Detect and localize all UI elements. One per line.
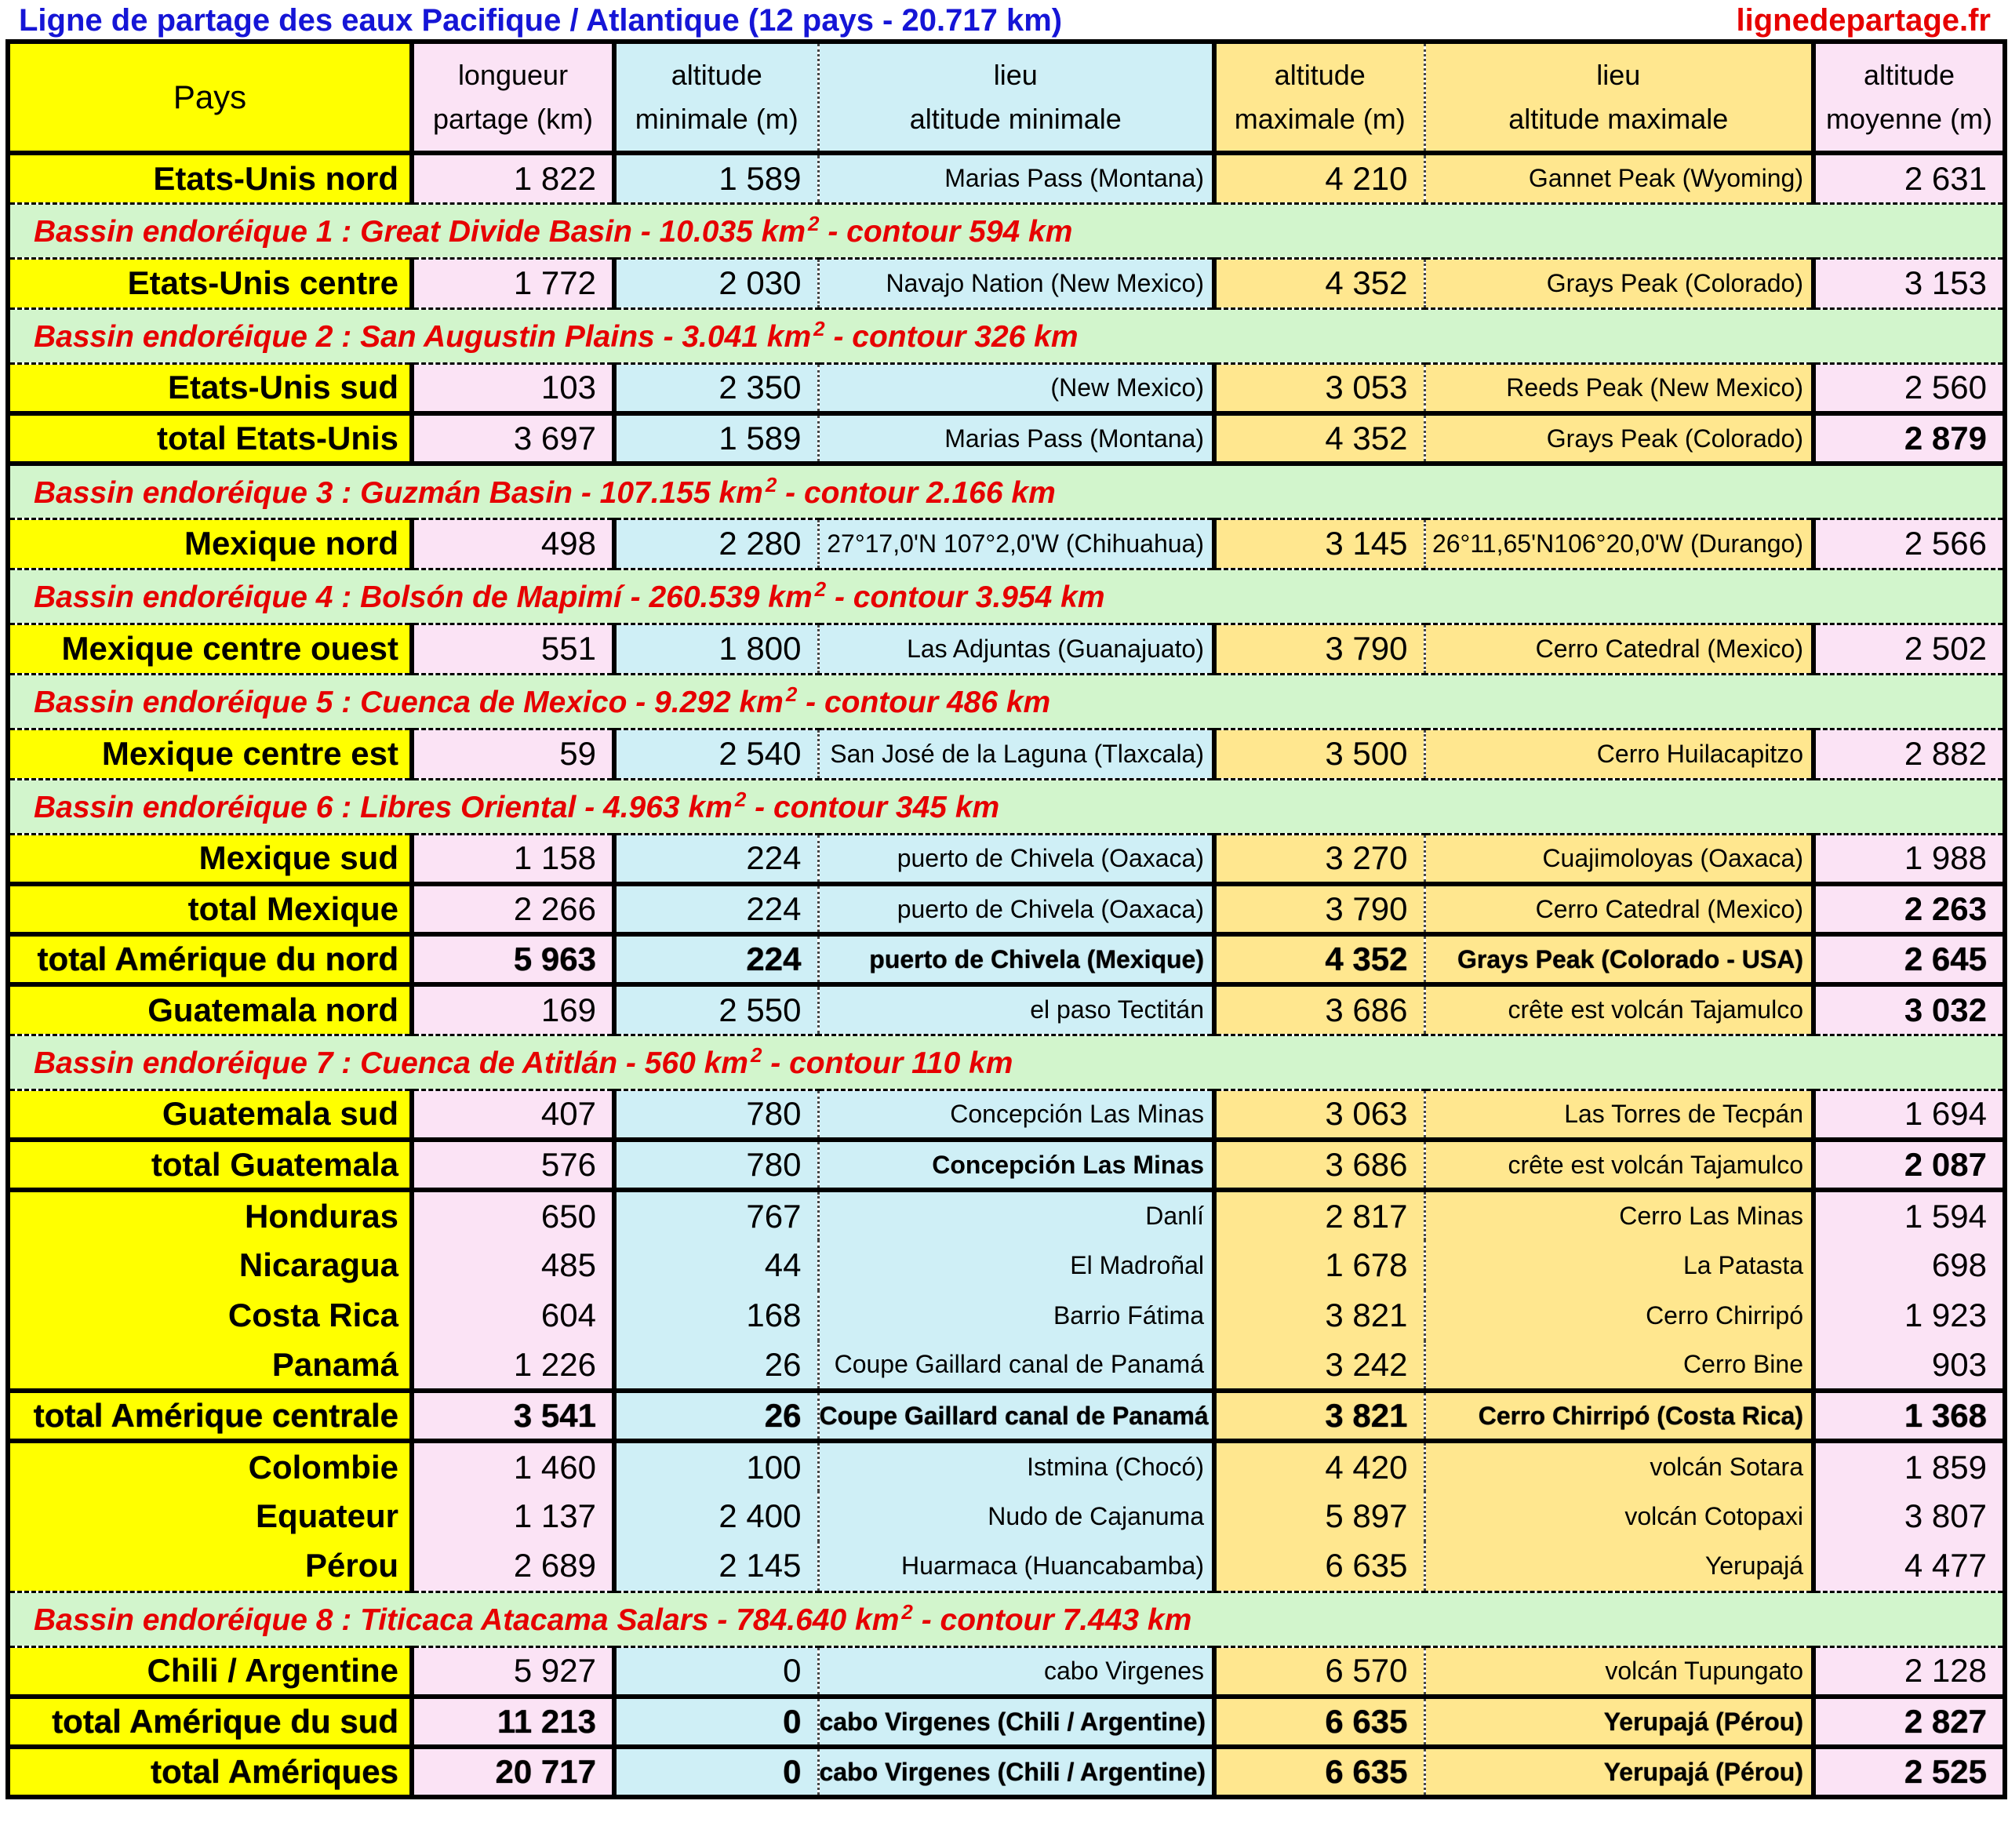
length-km: 1 226 [412, 1341, 614, 1391]
lieu-altitude-max: crête est volcán Tajamulco [1424, 984, 1813, 1035]
lieu-altitude-min: puerto de Chivela (Oaxaca) [818, 884, 1214, 934]
basin-label: Bassin endoréique 5 : Cuenca de Mexico - 9.292 km $^2$ - contour 486 km [8, 674, 2005, 729]
table-row [8, 984, 2005, 1035]
country-name: Nicaragua [8, 1240, 412, 1290]
lieu-altitude-min: Concepción Las Minas [818, 1090, 1214, 1140]
length-km: 59 [412, 729, 614, 779]
altitude-max: 4 352 [1214, 413, 1424, 464]
lieu-altitude-max: Cerro Bine [1424, 1341, 1813, 1391]
basin-row [8, 464, 2005, 518]
lieu-altitude-max: Cerro Chirripó (Costa Rica) [1424, 1391, 1813, 1441]
country-name: total Amérique du sud [8, 1697, 412, 1747]
lieu-altitude-max: Gannet Peak (Wyoming) [1424, 153, 1813, 203]
country-name: Colombie [8, 1441, 412, 1491]
lieu-altitude-max: Cerro Chirripó [1424, 1290, 1813, 1341]
altitude-max: 2 817 [1214, 1190, 1424, 1240]
table-row [8, 1391, 2005, 1441]
lieu-altitude-max: Grays Peak (Colorado) [1424, 413, 1813, 464]
altitude-max: 3 145 [1214, 518, 1424, 569]
altitude-max: 3 686 [1214, 984, 1424, 1035]
altitude-min: 767 [614, 1190, 818, 1240]
lieu-altitude-min: Coupe Gaillard canal de Panamá [818, 1341, 1214, 1391]
basin-label: Bassin endoréique 1 : Great Divide Basin - 10.035 km $^2$ - contour 594 km [8, 203, 2005, 258]
altitude-moyenne: 1 694 [1813, 1090, 2005, 1140]
altitude-max: 3 686 [1214, 1140, 1424, 1190]
lieu-altitude-min: Las Adjuntas (Guanajuato) [818, 624, 1214, 674]
altitude-max: 4 420 [1214, 1441, 1424, 1491]
table-row [8, 413, 2005, 464]
length-km: 650 [412, 1190, 614, 1240]
country-name: Chili / Argentine [8, 1646, 412, 1697]
length-km: 1 460 [412, 1441, 614, 1491]
lieu-altitude-max: Las Torres de Tecpán [1424, 1090, 1813, 1140]
altitude-moyenne: 2 560 [1813, 363, 2005, 413]
table-row [8, 1541, 2005, 1592]
table-row [8, 153, 2005, 203]
altitude-min: 168 [614, 1290, 818, 1341]
altitude-max: 3 790 [1214, 884, 1424, 934]
length-km: 1 158 [412, 834, 614, 884]
altitude-moyenne: 2 882 [1813, 729, 2005, 779]
col-header-altitude-maximale: altitude maximale (m) [1214, 42, 1424, 153]
length-km: 407 [412, 1090, 614, 1140]
table-row [8, 1747, 2005, 1797]
altitude-max: 3 821 [1214, 1290, 1424, 1341]
table-row [8, 624, 2005, 674]
altitude-max: 4 352 [1214, 258, 1424, 308]
altitude-min: 2 540 [614, 729, 818, 779]
length-km: 5 927 [412, 1646, 614, 1697]
altitude-moyenne: 2 502 [1813, 624, 2005, 674]
site-link[interactable]: lignedepartage.fr [1736, 2, 1991, 38]
altitude-min: 2 145 [614, 1541, 818, 1592]
country-name: Etats-Unis nord [8, 153, 412, 203]
table-row [8, 363, 2005, 413]
altitude-max: 4 210 [1214, 153, 1424, 203]
lieu-altitude-max: Cerro Las Minas [1424, 1190, 1813, 1240]
lieu-altitude-min: puerto de Chivela (Oaxaca) [818, 834, 1214, 884]
altitude-moyenne: 698 [1813, 1240, 2005, 1290]
table-row [8, 1290, 2005, 1341]
lieu-altitude-max: Grays Peak (Colorado - USA) [1424, 934, 1813, 984]
country-name: Etats-Unis centre [8, 258, 412, 308]
country-name: total Etats-Unis [8, 413, 412, 464]
country-name: Panamá [8, 1341, 412, 1391]
lieu-altitude-max: volcán Sotara [1424, 1441, 1813, 1491]
length-km: 1 137 [412, 1491, 614, 1541]
length-km: 576 [412, 1140, 614, 1190]
country-name: total Amérique centrale [8, 1391, 412, 1441]
altitude-min: 26 [614, 1341, 818, 1391]
altitude-max: 6 635 [1214, 1541, 1424, 1592]
basin-row [8, 1592, 2005, 1646]
altitude-moyenne: 2 525 [1813, 1747, 2005, 1797]
table-row [8, 1697, 2005, 1747]
col-header-lieu-altitude-minimale: lieu altitude minimale [818, 42, 1214, 153]
table-row [8, 834, 2005, 884]
basin-label: Bassin endoréique 8 : Titicaca Atacama Salars - 784.640 km $^2$ - contour 7.443 km [8, 1592, 2005, 1646]
altitude-min: 1 800 [614, 624, 818, 674]
altitude-min: 2 030 [614, 258, 818, 308]
altitude-max: 3 242 [1214, 1341, 1424, 1391]
lieu-altitude-min: (New Mexico) [818, 363, 1214, 413]
length-km: 11 213 [412, 1697, 614, 1747]
altitude-max: 1 678 [1214, 1240, 1424, 1290]
length-km: 20 717 [412, 1747, 614, 1797]
col-header-longueur: longueur partage (km) [412, 42, 614, 153]
table-row [8, 1646, 2005, 1697]
table-row [8, 1491, 2005, 1541]
length-km: 498 [412, 518, 614, 569]
length-km: 1 772 [412, 258, 614, 308]
altitude-min: 780 [614, 1090, 818, 1140]
altitude-moyenne: 1 988 [1813, 834, 2005, 884]
lieu-altitude-max: volcán Cotopaxi [1424, 1491, 1813, 1541]
altitude-min: 224 [614, 934, 818, 984]
table-row [8, 1341, 2005, 1391]
basin-row [8, 308, 2005, 363]
length-km: 103 [412, 363, 614, 413]
country-name: total Amériques [8, 1747, 412, 1797]
basin-label: Bassin endoréique 2 : San Augustin Plains - 3.041 km $^2$ - contour 326 km [8, 308, 2005, 363]
altitude-max: 5 897 [1214, 1491, 1424, 1541]
country-name: Mexique sud [8, 834, 412, 884]
col-header-altitude-minimale: altitude minimale (m) [614, 42, 818, 153]
table-row [8, 1140, 2005, 1190]
basin-row [8, 569, 2005, 624]
altitude-moyenne: 2 631 [1813, 153, 2005, 203]
altitude-moyenne: 2 263 [1813, 884, 2005, 934]
table-row [8, 934, 2005, 984]
altitude-moyenne: 2 827 [1813, 1697, 2005, 1747]
altitude-max: 3 500 [1214, 729, 1424, 779]
altitude-min: 2 350 [614, 363, 818, 413]
page-title: Ligne de partage des eaux Pacifique / Atlantique (12 pays - 20.717 km) [19, 2, 1063, 38]
length-km: 3 697 [412, 413, 614, 464]
altitude-max: 3 053 [1214, 363, 1424, 413]
lieu-altitude-max: Cuajimoloyas (Oaxaca) [1424, 834, 1813, 884]
basin-label: Bassin endoréique 3 : Guzmán Basin - 107.155 km $^2$ - contour 2.166 km [8, 464, 2005, 518]
altitude-min: 26 [614, 1391, 818, 1441]
lieu-altitude-min: 27°17,0'N 107°2,0'W (Chihuahua) [818, 518, 1214, 569]
lieu-altitude-min: cabo Virgenes (Chili / Argentine) [818, 1697, 1214, 1747]
lieu-altitude-max: Cerro Catedral (Mexico) [1424, 624, 1813, 674]
altitude-max: 4 352 [1214, 934, 1424, 984]
altitude-moyenne: 2 879 [1813, 413, 2005, 464]
length-km: 5 963 [412, 934, 614, 984]
altitude-min: 44 [614, 1240, 818, 1290]
country-name: Mexique centre est [8, 729, 412, 779]
altitude-moyenne: 2 087 [1813, 1140, 2005, 1190]
country-name: total Mexique [8, 884, 412, 934]
lieu-altitude-max: Yerupajá [1424, 1541, 1813, 1592]
title-bar [0, 0, 2002, 39]
lieu-altitude-min: cabo Virgenes (Chili / Argentine) [818, 1747, 1214, 1797]
lieu-altitude-min: San José de la Laguna (Tlaxcala) [818, 729, 1214, 779]
altitude-moyenne: 2 128 [1813, 1646, 2005, 1697]
basin-row [8, 203, 2005, 258]
altitude-max: 3 821 [1214, 1391, 1424, 1441]
lieu-altitude-min: cabo Virgenes [818, 1646, 1214, 1697]
lieu-altitude-min: Marias Pass (Montana) [818, 153, 1214, 203]
table-row [8, 884, 2005, 934]
country-name: Mexique nord [8, 518, 412, 569]
table-row [8, 1441, 2005, 1491]
altitude-min: 1 589 [614, 153, 818, 203]
basin-row [8, 1035, 2005, 1090]
lieu-altitude-min: Concepción Las Minas [818, 1140, 1214, 1190]
table-row [8, 1240, 2005, 1290]
col-header-altitude-moyenne: altitude moyenne (m) [1813, 42, 2005, 153]
lieu-altitude-max: Yerupajá (Pérou) [1424, 1697, 1813, 1747]
country-name: Equateur [8, 1491, 412, 1541]
altitude-max: 6 635 [1214, 1697, 1424, 1747]
altitude-min: 2 400 [614, 1491, 818, 1541]
altitude-min: 224 [614, 834, 818, 884]
table-row [8, 518, 2005, 569]
table-row [8, 1190, 2005, 1240]
length-km: 3 541 [412, 1391, 614, 1441]
altitude-max: 3 270 [1214, 834, 1424, 884]
length-km: 551 [412, 624, 614, 674]
country-name: Guatemala sud [8, 1090, 412, 1140]
length-km: 604 [412, 1290, 614, 1341]
lieu-altitude-min: puerto de Chivela (Mexique) [818, 934, 1214, 984]
altitude-min: 2 550 [614, 984, 818, 1035]
altitude-moyenne: 1 594 [1813, 1190, 2005, 1240]
lieu-altitude-min: Huarmaca (Huancabamba) [818, 1541, 1214, 1592]
lieu-altitude-max: Yerupajá (Pérou) [1424, 1747, 1813, 1797]
country-name: Guatemala nord [8, 984, 412, 1035]
altitude-max: 6 635 [1214, 1747, 1424, 1797]
basin-row [8, 779, 2005, 834]
lieu-altitude-max: Cerro Catedral (Mexico) [1424, 884, 1813, 934]
lieu-altitude-min: el paso Tectitán [818, 984, 1214, 1035]
altitude-moyenne: 903 [1813, 1341, 2005, 1391]
altitude-moyenne: 3 032 [1813, 984, 2005, 1035]
lieu-altitude-min: Marias Pass (Montana) [818, 413, 1214, 464]
altitude-min: 100 [614, 1441, 818, 1491]
basin-label: Bassin endoréique 6 : Libres Oriental - 4.963 km $^2$ - contour 345 km [8, 779, 2005, 834]
lieu-altitude-min: Istmina (Chocó) [818, 1441, 1214, 1491]
basin-row [8, 674, 2005, 729]
altitude-min: 0 [614, 1747, 818, 1797]
table-body [8, 153, 2005, 1797]
basin-label: Bassin endoréique 7 : Cuenca de Atitlán - 560 km $^2$ - contour 110 km [8, 1035, 2005, 1090]
country-name: Etats-Unis sud [8, 363, 412, 413]
lieu-altitude-min: El Madroñal [818, 1240, 1214, 1290]
country-name: Costa Rica [8, 1290, 412, 1341]
country-name: total Amérique du nord [8, 934, 412, 984]
altitude-moyenne: 2 645 [1813, 934, 2005, 984]
altitude-min: 780 [614, 1140, 818, 1190]
altitude-moyenne: 1 859 [1813, 1441, 2005, 1491]
lieu-altitude-min: Danlí [818, 1190, 1214, 1240]
altitude-max: 6 570 [1214, 1646, 1424, 1697]
lieu-altitude-max: La Patasta [1424, 1240, 1813, 1290]
altitude-moyenne: 2 566 [1813, 518, 2005, 569]
altitude-moyenne: 3 807 [1813, 1491, 2005, 1541]
lieu-altitude-min: Nudo de Cajanuma [818, 1491, 1214, 1541]
length-km: 485 [412, 1240, 614, 1290]
altitude-min: 0 [614, 1697, 818, 1747]
altitude-moyenne: 1 368 [1813, 1391, 2005, 1441]
country-name: Pérou [8, 1541, 412, 1592]
lieu-altitude-max: Reeds Peak (New Mexico) [1424, 363, 1813, 413]
lieu-altitude-min: Barrio Fátima [818, 1290, 1214, 1341]
altitude-max: 3 063 [1214, 1090, 1424, 1140]
lieu-altitude-min: Coupe Gaillard canal de Panamá [818, 1391, 1214, 1441]
divide-table [5, 39, 2007, 1799]
basin-label: Bassin endoréique 4 : Bolsón de Mapimí - 260.539 km $^2$ - contour 3.954 km [8, 569, 2005, 624]
lieu-altitude-max: 26°11,65'N106°20,0'W (Durango) [1424, 518, 1813, 569]
altitude-max: 3 790 [1214, 624, 1424, 674]
length-km: 1 822 [412, 153, 614, 203]
length-km: 2 689 [412, 1541, 614, 1592]
altitude-moyenne: 1 923 [1813, 1290, 2005, 1341]
country-name: Mexique centre ouest [8, 624, 412, 674]
altitude-moyenne: 3 153 [1813, 258, 2005, 308]
length-km: 169 [412, 984, 614, 1035]
table-row [8, 258, 2005, 308]
altitude-min: 2 280 [614, 518, 818, 569]
altitude-min: 224 [614, 884, 818, 934]
col-header-lieu-altitude-maximale: lieu altitude maximale [1424, 42, 1813, 153]
country-name: Honduras [8, 1190, 412, 1240]
header-row [8, 42, 2005, 153]
table-row [8, 1090, 2005, 1140]
lieu-altitude-max: volcán Tupungato [1424, 1646, 1813, 1697]
altitude-moyenne: 4 477 [1813, 1541, 2005, 1592]
lieu-altitude-min: Navajo Nation (New Mexico) [818, 258, 1214, 308]
lieu-altitude-max: Cerro Huilacapitzo [1424, 729, 1813, 779]
lieu-altitude-max: crête est volcán Tajamulco [1424, 1140, 1813, 1190]
length-km: 2 266 [412, 884, 614, 934]
lieu-altitude-max: Grays Peak (Colorado) [1424, 258, 1813, 308]
country-name: total Guatemala [8, 1140, 412, 1190]
table-row [8, 729, 2005, 779]
col-header-pays: Pays [8, 42, 412, 153]
altitude-min: 1 589 [614, 413, 818, 464]
altitude-min: 0 [614, 1646, 818, 1697]
